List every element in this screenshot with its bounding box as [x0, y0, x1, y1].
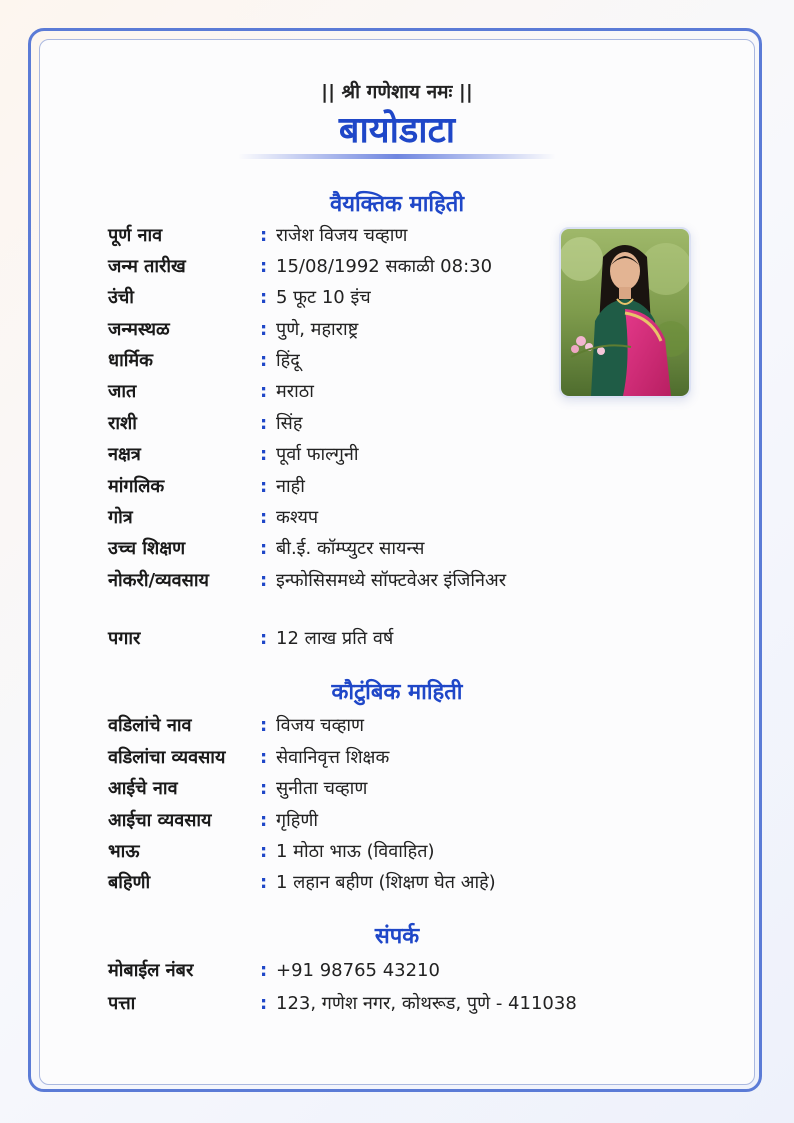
row-value: 123, गणेश नगर, कोथरूड, पुणे - 411038 [276, 993, 577, 1014]
profile-photo-image [561, 229, 689, 396]
row-value: कश्यप [276, 507, 319, 528]
row-value: इन्फोसिसमध्ये सॉफ्टवेअर इंजिनिअर [276, 570, 507, 591]
row-colon: : [260, 444, 268, 465]
row-label: राशी [108, 413, 137, 434]
row-label: नोकरी/व्यवसाय [108, 570, 209, 591]
title-underline [238, 154, 556, 159]
row-colon: : [260, 381, 268, 402]
row-value: मराठा [276, 381, 314, 402]
row-colon: : [260, 287, 268, 308]
row-value: सुनीता चव्हाण [276, 778, 368, 799]
row-value: 1 मोठा भाऊ (विवाहित) [276, 841, 435, 862]
row-colon: : [260, 810, 268, 831]
profile-photo [559, 227, 691, 398]
row-label: जात [108, 381, 137, 402]
row-value: पूर्वा फाल्गुनी [276, 444, 359, 465]
row-colon: : [260, 778, 268, 799]
row-label: उच्च शिक्षण [108, 538, 186, 559]
row-label: नक्षत्र [108, 444, 141, 465]
row-colon: : [260, 960, 268, 981]
row-value: विजय चव्हाण [276, 715, 365, 736]
row-label: धार्मिक [108, 350, 153, 371]
row-label: जन्म तारीख [108, 256, 186, 277]
section-heading-family: कौटुंबिक माहिती [331, 680, 463, 705]
row-label: वडिलांचे नाव [108, 715, 192, 736]
row-value: 1 लहान बहीण (शिक्षण घेत आहे) [276, 872, 496, 893]
mantra-heading: || श्री गणेशाय नमः || [321, 81, 473, 103]
row-label: पत्ता [108, 993, 136, 1014]
row-label: गोत्र [108, 507, 133, 528]
row-label: आईचे नाव [108, 778, 178, 799]
row-value: बी.ई. कॉम्प्युटर सायन्स [276, 538, 425, 559]
row-label: बहिणी [108, 872, 151, 893]
row-colon: : [260, 993, 268, 1014]
row-colon: : [260, 256, 268, 277]
row-value: पुणे, महाराष्ट्र [276, 319, 359, 340]
row-colon: : [260, 872, 268, 893]
row-label: आईचा व्यवसाय [108, 810, 212, 831]
row-value: राजेश विजय चव्हाण [276, 225, 408, 246]
row-colon: : [260, 225, 268, 246]
row-label: जन्मस्थळ [108, 319, 170, 340]
page-title: बायोडाटा [338, 110, 456, 151]
row-value: गृहिणी [276, 810, 319, 831]
row-colon: : [260, 747, 268, 768]
row-value: सिंह [276, 413, 303, 434]
row-colon: : [260, 570, 268, 591]
row-value: 15/08/1992 सकाळी 08:30 [276, 256, 493, 277]
row-value: सेवानिवृत्त शिक्षक [276, 747, 390, 768]
row-colon: : [260, 538, 268, 559]
row-value: 12 लाख प्रति वर्ष [276, 628, 394, 649]
row-value: नाही [276, 476, 305, 497]
row-label: पूर्ण नाव [108, 225, 163, 246]
row-label: वडिलांचा व्यवसाय [108, 747, 226, 768]
row-colon: : [260, 476, 268, 497]
row-colon: : [260, 507, 268, 528]
section-heading-personal: वैयक्तिक माहिती [329, 192, 465, 217]
row-colon: : [260, 715, 268, 736]
row-value: +91 98765 43210 [276, 960, 440, 981]
row-label: भाऊ [108, 841, 140, 862]
row-colon: : [260, 841, 268, 862]
row-value: 5 फूट 10 इंच [276, 287, 371, 308]
row-label: उंची [108, 287, 134, 308]
row-colon: : [260, 413, 268, 434]
row-value: हिंदू [276, 350, 300, 371]
row-colon: : [260, 628, 268, 649]
section-heading-contact: संपर्क [374, 924, 420, 949]
row-colon: : [260, 319, 268, 340]
row-label: मोबाईल नंबर [108, 960, 194, 981]
row-label: मांगलिक [108, 476, 165, 497]
row-colon: : [260, 350, 268, 371]
row-label: पगार [108, 628, 141, 649]
